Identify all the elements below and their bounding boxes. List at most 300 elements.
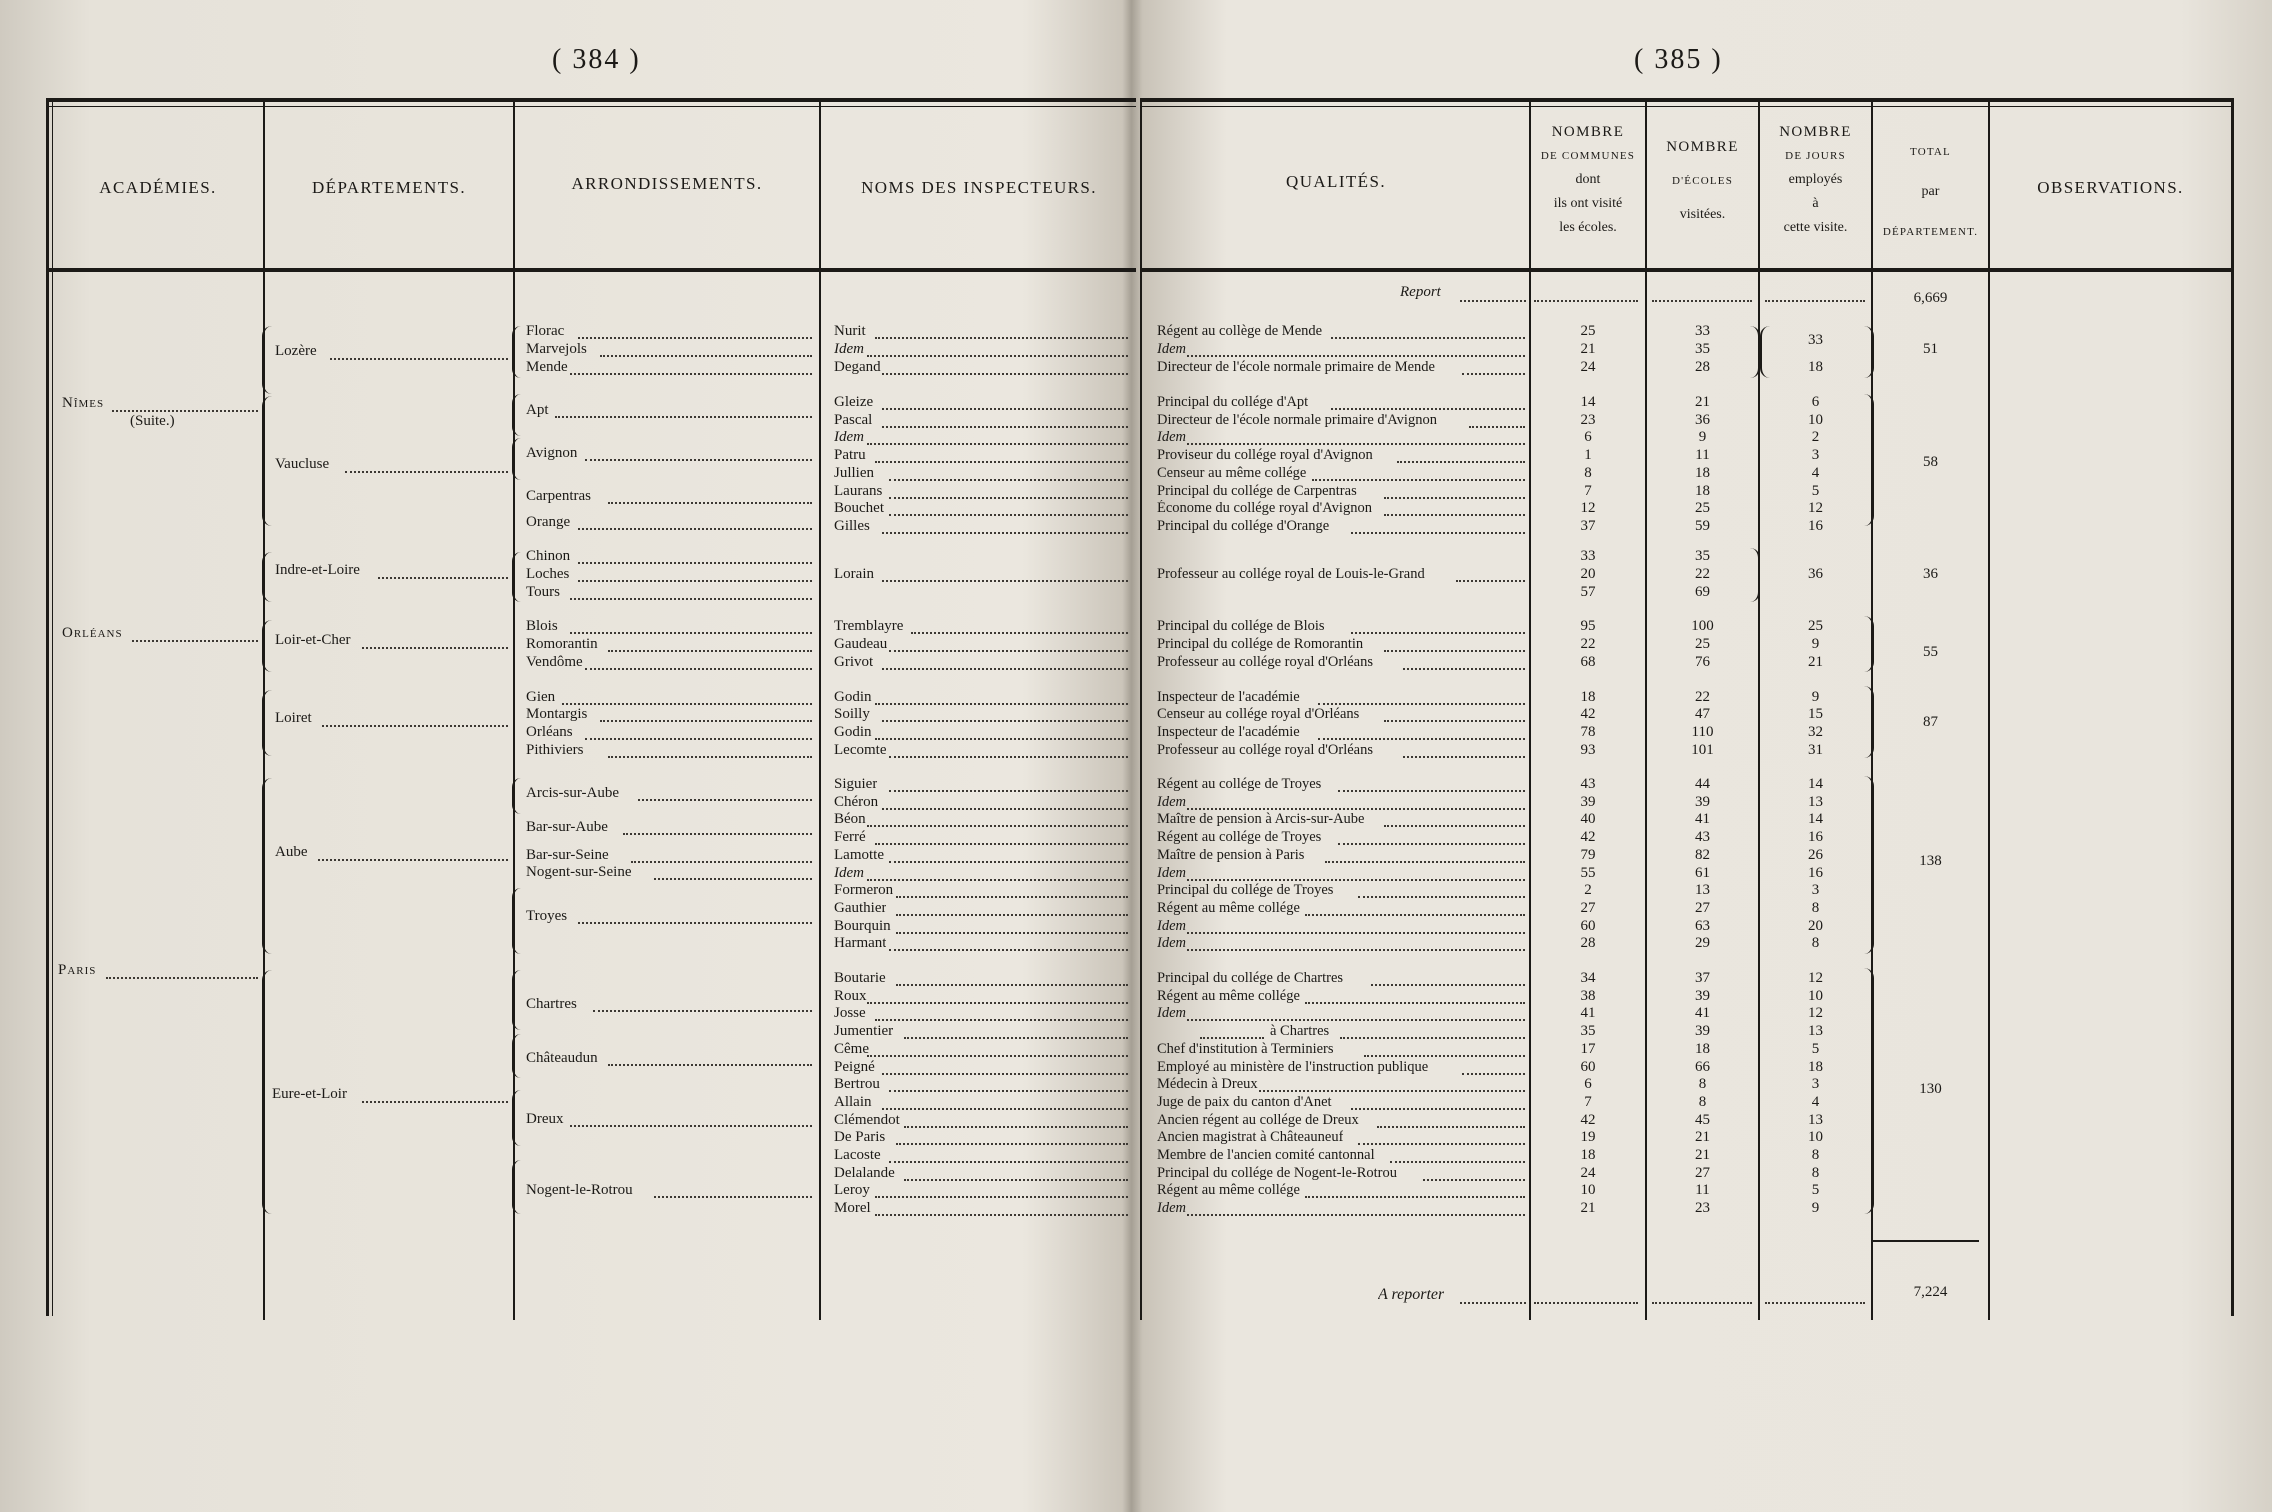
qualite-text: Principal du collége d'Apt bbox=[1157, 394, 1309, 410]
inspecteur-leader bbox=[875, 1019, 1129, 1021]
ecoles-value: 39 bbox=[1695, 987, 1710, 1004]
inspecteur-leader bbox=[882, 1108, 1128, 1110]
communes-value: 79 bbox=[1580, 846, 1596, 863]
ecoles-value: 18 bbox=[1695, 1040, 1710, 1057]
qualite-leader bbox=[1456, 580, 1525, 582]
ecoles-value: 43 bbox=[1695, 829, 1710, 846]
inspecteur-name: Idem bbox=[834, 864, 864, 881]
qualite-leader bbox=[1358, 896, 1526, 898]
qualite-leader bbox=[1312, 479, 1525, 481]
inspecteur-leader bbox=[875, 703, 1129, 705]
brace-lozere bbox=[262, 326, 272, 394]
ecoles-value: 47 bbox=[1695, 706, 1710, 722]
qualite-text: Principal du collége de Romorantin bbox=[1157, 636, 1364, 652]
qualite-leader bbox=[1397, 461, 1525, 463]
arr-troyes: Troyes bbox=[526, 908, 568, 924]
jours-value: 16 bbox=[1808, 864, 1823, 881]
dept-indre-et-loire: Indre-et-Loire bbox=[275, 562, 360, 578]
qualite-leader bbox=[1384, 514, 1525, 516]
inspecteur-leader bbox=[875, 843, 1129, 845]
jours-value: 3 bbox=[1811, 1076, 1820, 1093]
report-leader-4 bbox=[1765, 300, 1865, 302]
ecoles-value: 23 bbox=[1695, 1200, 1710, 1217]
academy-paris-leader bbox=[106, 977, 258, 979]
inspecteur-leader bbox=[896, 896, 1128, 898]
inspecteur-leader bbox=[875, 461, 1129, 463]
inspecteur-leader bbox=[882, 720, 1128, 722]
qualite-leader bbox=[1305, 914, 1525, 916]
jours-value: 5 bbox=[1811, 482, 1820, 499]
qualite-text: Idem bbox=[1157, 1200, 1186, 1217]
dept-leader bbox=[322, 725, 508, 727]
arr-leader bbox=[570, 598, 812, 600]
communes-value: 95 bbox=[1580, 618, 1596, 634]
qualite-text: Idem bbox=[1157, 429, 1186, 446]
qualite-text: Ancien magistrat à Châteauneuf bbox=[1157, 1129, 1344, 1146]
jours-value: 14 bbox=[1808, 811, 1823, 828]
inspecteur-name: Grivot bbox=[834, 654, 874, 670]
inspecteur-leader bbox=[875, 1214, 1129, 1216]
ecoles-value: 44 bbox=[1695, 776, 1710, 792]
ecoles-value: 8 bbox=[1698, 1076, 1707, 1093]
jours-value: 4 bbox=[1811, 1093, 1820, 1110]
jours-value: 8 bbox=[1811, 899, 1820, 916]
jours-value: 3 bbox=[1811, 447, 1820, 464]
qualite-text: Régent au même collége bbox=[1157, 1182, 1300, 1199]
arr-montargis: Montargis bbox=[526, 706, 588, 722]
arr-leader bbox=[654, 878, 812, 880]
ecoles-value: 36 bbox=[1695, 411, 1710, 428]
arr-avignon: Avignon bbox=[526, 445, 578, 461]
arr-leader bbox=[570, 632, 812, 634]
ecoles-value: 28 bbox=[1695, 359, 1710, 375]
qualite-text: Directeur de l'école normale primaire d'Avignon bbox=[1157, 411, 1437, 428]
arr-leader bbox=[593, 1010, 812, 1012]
ecoles-value: 76 bbox=[1695, 654, 1710, 670]
inspecteur-leader bbox=[896, 914, 1128, 916]
right-header-rule bbox=[1140, 268, 2234, 272]
left-outer-rule-thin bbox=[52, 98, 53, 1316]
arr-vendome: Vendôme bbox=[526, 654, 583, 670]
page-number-left: ( 384 ) bbox=[552, 44, 641, 75]
ecoles-value: 25 bbox=[1695, 500, 1710, 517]
arr-mende: Mende bbox=[526, 359, 568, 375]
qualite-text: Régent au collège de Mende bbox=[1157, 323, 1323, 339]
total-sum-rule bbox=[1873, 1240, 1979, 1242]
qualite-text: Censeur au collége royal d'Orléans bbox=[1157, 706, 1360, 722]
qualite-text: Professeur au collége royal d'Orléans bbox=[1157, 742, 1374, 758]
jours-value: 31 bbox=[1808, 742, 1823, 758]
page-number-right: ( 385 ) bbox=[1634, 44, 1723, 75]
qualite-leader bbox=[1331, 408, 1525, 410]
qualite-text: Juge de paix du canton d'Anet bbox=[1157, 1093, 1332, 1110]
inspecteur-leader bbox=[889, 1161, 1128, 1163]
a-reporter-leader bbox=[1460, 1302, 1526, 1304]
inspecteur-leader bbox=[889, 949, 1128, 951]
right-top-rule bbox=[1140, 98, 2234, 102]
arr-florac: Florac bbox=[526, 323, 565, 339]
inspecteur-leader bbox=[867, 825, 1128, 827]
arr-chateaudun: Châteaudun bbox=[526, 1050, 598, 1066]
brace-vaucluse bbox=[262, 396, 272, 526]
communes-value: 1 bbox=[1584, 447, 1592, 464]
communes-value: 25 bbox=[1580, 323, 1596, 339]
qualite-text: Principal du collége de Troyes bbox=[1157, 882, 1334, 899]
qualite-text: Directeur de l'école normale primaire de Mende bbox=[1157, 359, 1435, 375]
qualite-leader bbox=[1331, 337, 1525, 339]
arr-leader bbox=[600, 355, 812, 357]
inspecteur-leader bbox=[867, 443, 1128, 445]
ecoles-value: 33 bbox=[1695, 323, 1710, 339]
inspecteur-name: Patru bbox=[834, 447, 866, 464]
inspecteur-name: Peigné bbox=[834, 1058, 875, 1075]
jours-value: 15 bbox=[1808, 706, 1823, 722]
inspecteur-name: Leroy bbox=[834, 1182, 870, 1199]
inspecteur-leader bbox=[896, 932, 1128, 934]
jours-value: 3 bbox=[1811, 882, 1820, 899]
header-academies: ACADÉMIES. bbox=[99, 178, 217, 197]
right-gutter-rule bbox=[1140, 98, 1142, 1320]
communes-value: 34 bbox=[1580, 970, 1596, 986]
report-leader-2 bbox=[1534, 300, 1638, 302]
inspecteur-leader bbox=[882, 408, 1128, 410]
jours-value: 5 bbox=[1811, 1040, 1820, 1057]
communes-value: 2 bbox=[1584, 882, 1592, 899]
dept-leader bbox=[378, 577, 508, 579]
jours-value: 14 bbox=[1808, 776, 1823, 792]
qualite-leader bbox=[1187, 1019, 1525, 1021]
communes-value: 60 bbox=[1580, 1058, 1596, 1075]
arr-dreux: Dreux bbox=[526, 1111, 564, 1127]
inspecteur-name: Pascal bbox=[834, 411, 873, 428]
brace-total-vaucluse bbox=[1864, 394, 1874, 526]
dept-leader bbox=[330, 358, 508, 360]
inspecteur-leader bbox=[867, 879, 1128, 881]
communes-value: 22 bbox=[1580, 636, 1596, 652]
arr-pithiviers: Pithiviers bbox=[526, 742, 584, 758]
communes-value: 38 bbox=[1580, 987, 1596, 1004]
qualite-leader bbox=[1384, 497, 1525, 499]
qualite-leader bbox=[1351, 1108, 1525, 1110]
jours-value: 9 bbox=[1811, 636, 1820, 652]
qualite-text: Maître de pension à Arcis-sur-Aube bbox=[1157, 811, 1365, 828]
qualite-leader bbox=[1338, 843, 1525, 845]
inspecteur-leader bbox=[875, 1196, 1129, 1198]
arr-nogent-le-rotrou: Nogent-le-Rotrou bbox=[526, 1182, 633, 1198]
academy-nimes-leader bbox=[112, 410, 258, 412]
qualite-text: Idem bbox=[1157, 793, 1186, 810]
ecoles-value: 22 bbox=[1695, 689, 1710, 705]
jours-value: 13 bbox=[1808, 1023, 1823, 1040]
col-rule-3 bbox=[819, 98, 821, 1320]
header-observations: OBSERVATIONS. bbox=[2037, 178, 2184, 197]
report-value: 6,669 bbox=[1913, 290, 1948, 306]
arr-leader bbox=[631, 861, 812, 863]
communes-value: 23 bbox=[1580, 411, 1596, 428]
arr-leader bbox=[608, 1064, 812, 1066]
dept-leader bbox=[362, 647, 508, 649]
brace-arr-arcis bbox=[512, 778, 521, 814]
arr-leader bbox=[608, 502, 812, 504]
ecoles-value: 13 bbox=[1695, 882, 1710, 899]
arr-leader bbox=[578, 922, 812, 924]
qualite-text: Censeur au même collége bbox=[1157, 464, 1307, 481]
qualite-text: Principal du collége de Blois bbox=[1157, 618, 1325, 634]
jours-value: 12 bbox=[1808, 500, 1823, 517]
communes-value: 42 bbox=[1580, 706, 1596, 722]
header-inspecteurs: NOMS DES INSPECTEURS. bbox=[861, 178, 1097, 197]
qualite-text: à Chartres bbox=[1270, 1023, 1330, 1040]
arr-leader bbox=[578, 528, 812, 530]
communes-value: 14 bbox=[1580, 394, 1596, 410]
inspecteur-leader bbox=[889, 497, 1128, 499]
total-lozere: 51 bbox=[1923, 341, 1938, 357]
brace-indre-et-loire bbox=[262, 552, 272, 602]
arr-leader bbox=[578, 580, 812, 582]
brace-arr-indre bbox=[512, 552, 521, 602]
communes-value: 27 bbox=[1580, 899, 1596, 916]
dept-vaucluse: Vaucluse bbox=[275, 456, 330, 472]
ecoles-value: 11 bbox=[1695, 1182, 1710, 1199]
ecoles-value: 63 bbox=[1695, 917, 1710, 934]
arr-leader bbox=[585, 738, 812, 740]
jours-lozere-2: 18 bbox=[1808, 359, 1823, 375]
inspecteur-name: Lecomte bbox=[834, 742, 887, 758]
ecoles-value: 8 bbox=[1698, 1093, 1707, 1110]
inspecteur-name: Delalande bbox=[834, 1164, 895, 1181]
inspecteur-leader bbox=[875, 337, 1129, 339]
inspecteur-name: Harmant bbox=[834, 935, 887, 952]
qualite-leader bbox=[1384, 720, 1525, 722]
jours-value: 9 bbox=[1811, 1200, 1820, 1217]
brace-arr-lozere bbox=[512, 326, 521, 378]
qualite-text: Maître de pension à Paris bbox=[1157, 846, 1305, 863]
jours-lozere-1: 33 bbox=[1808, 332, 1823, 348]
inspecteur-leader bbox=[882, 668, 1128, 670]
communes-value: 21 bbox=[1580, 1200, 1596, 1217]
arr-leader bbox=[578, 562, 812, 564]
left-top-rule-thin bbox=[46, 106, 1136, 107]
communes-value: 37 bbox=[1580, 517, 1596, 534]
brace-arr-dreux bbox=[512, 1090, 521, 1146]
arr-bar-sur-aube: Bar-sur-Aube bbox=[526, 819, 608, 835]
col-rule-8 bbox=[1988, 98, 1990, 1320]
academy-orleans: Orléans bbox=[62, 625, 123, 641]
inspecteur-leader bbox=[867, 1002, 1128, 1004]
inspecteur-leader bbox=[882, 426, 1128, 428]
inspecteur-name: Bourquin bbox=[834, 917, 891, 934]
ecoles-value: 35 bbox=[1695, 548, 1710, 564]
jours-value: 2 bbox=[1811, 429, 1820, 446]
qualite-text: Idem bbox=[1157, 935, 1186, 952]
jours-value: 9 bbox=[1811, 689, 1820, 705]
qualite-leader bbox=[1384, 825, 1525, 827]
ecoles-value: 45 bbox=[1695, 1111, 1710, 1128]
communes-value: 12 bbox=[1580, 500, 1596, 517]
communes-value: 60 bbox=[1580, 917, 1596, 934]
qualite-leader bbox=[1187, 808, 1525, 810]
jours-value: 8 bbox=[1811, 935, 1820, 952]
ecoles-value: 82 bbox=[1695, 846, 1710, 863]
ecoles-value: 41 bbox=[1695, 1005, 1710, 1022]
report-label: Report bbox=[1400, 284, 1441, 300]
inspecteur-name: Bertrou bbox=[834, 1076, 880, 1093]
dept-lozere: Lozère bbox=[275, 343, 317, 359]
brace-ecoles-lozere bbox=[1750, 326, 1760, 378]
left-top-rule bbox=[46, 98, 1136, 102]
right-outer-rule bbox=[2231, 98, 2234, 1316]
arr-apt: Apt bbox=[526, 402, 549, 418]
qualite-leader bbox=[1358, 1143, 1526, 1145]
header-qualites: QUALITÉS. bbox=[1286, 172, 1386, 191]
communes-value: 40 bbox=[1580, 811, 1596, 828]
header-departements: DÉPARTEMENTS. bbox=[312, 178, 466, 197]
inspecteur-name: Formeron bbox=[834, 882, 894, 899]
brace-loiret bbox=[262, 690, 272, 756]
jours-value: 5 bbox=[1811, 1182, 1820, 1199]
ecoles-value: 21 bbox=[1695, 1147, 1710, 1163]
arr-leader bbox=[600, 720, 812, 722]
ecoles-value: 18 bbox=[1695, 482, 1710, 499]
inspecteur-name: Laurans bbox=[834, 482, 883, 499]
inspecteur-leader bbox=[882, 808, 1128, 810]
right-top-rule-thin bbox=[1140, 106, 2234, 107]
total-vaucluse: 58 bbox=[1923, 454, 1938, 470]
arr-chinon: Chinon bbox=[526, 548, 571, 564]
total-aube: 138 bbox=[1919, 853, 1942, 869]
inspecteur-leader bbox=[889, 1090, 1128, 1092]
academy-orleans-leader bbox=[132, 640, 258, 642]
jours-value: 20 bbox=[1808, 917, 1823, 934]
ecoles-value: 25 bbox=[1695, 636, 1710, 652]
jours-value: 13 bbox=[1808, 1111, 1823, 1128]
qualite-leader bbox=[1384, 650, 1525, 652]
ecoles-value: 101 bbox=[1691, 742, 1714, 758]
qualite-leader bbox=[1259, 1090, 1525, 1092]
communes-value: 93 bbox=[1580, 742, 1596, 758]
brace-arr-nogent bbox=[512, 1160, 521, 1214]
inspecteur-name: Lacoste bbox=[834, 1147, 881, 1163]
a-reporter-leader-4 bbox=[1765, 1302, 1865, 1304]
brace-total-eure-et-loir bbox=[1864, 968, 1874, 1214]
qualite-leader bbox=[1318, 703, 1525, 705]
jours-value: 16 bbox=[1808, 829, 1823, 846]
qualite-text: Inspecteur de l'académie bbox=[1157, 724, 1300, 740]
ecoles-value: 100 bbox=[1691, 618, 1714, 634]
arr-orange: Orange bbox=[526, 514, 571, 530]
header-total: TOTAL par DÉPARTEMENT. bbox=[1882, 146, 1979, 238]
inspecteur-leader bbox=[889, 514, 1128, 516]
inspecteur-name: Morel bbox=[834, 1200, 871, 1217]
inspecteur-name: Lamotte bbox=[834, 846, 884, 863]
a-reporter-leader-3 bbox=[1652, 1302, 1752, 1304]
inspecteur-name: Godin bbox=[834, 724, 872, 740]
qualite-leader bbox=[1371, 984, 1525, 986]
ecoles-value: 21 bbox=[1695, 1129, 1710, 1146]
inspecteur-name: Clémendot bbox=[834, 1111, 900, 1128]
ecoles-value: 69 bbox=[1695, 584, 1710, 600]
qualite-text: Professeur au collége royal d'Orléans bbox=[1157, 654, 1374, 670]
communes-value: 68 bbox=[1580, 654, 1596, 670]
header-communes: NOMBRE DE COMMUNES dont ils ont visité les écoles. bbox=[1540, 124, 1636, 235]
arr-leader bbox=[654, 1196, 812, 1198]
arr-leader bbox=[562, 703, 812, 705]
inspecteur-name: Bouchet bbox=[834, 500, 884, 517]
left-header-rule bbox=[46, 268, 1136, 272]
qualite-leader bbox=[1469, 426, 1525, 428]
inspecteur-leader bbox=[889, 861, 1128, 863]
dept-aube: Aube bbox=[275, 844, 308, 860]
inspecteur-leader bbox=[889, 650, 1128, 652]
communes-value: 19 bbox=[1580, 1129, 1596, 1146]
ecoles-value: 59 bbox=[1695, 517, 1710, 534]
academy-paris: Paris bbox=[58, 962, 97, 978]
arr-chartres: Chartres bbox=[526, 996, 577, 1012]
qualite-leader bbox=[1423, 1179, 1525, 1181]
total-indre-et-loire: 36 bbox=[1923, 566, 1938, 582]
inspecteur-leader bbox=[904, 1179, 1128, 1181]
qualite-text: Employé au ministère de l'instruction publique bbox=[1157, 1058, 1429, 1075]
inspecteur-leader bbox=[882, 580, 1128, 582]
inspecteur-leader bbox=[867, 355, 1128, 357]
communes-value: 43 bbox=[1580, 776, 1596, 792]
dept-loiret: Loiret bbox=[275, 710, 312, 726]
header-ecoles: NOMBRE D'ÉCOLES visitées. bbox=[1666, 139, 1739, 222]
ecoles-value: 27 bbox=[1695, 899, 1710, 916]
qualite-text: Inspecteur de l'académie bbox=[1157, 689, 1300, 705]
inspecteur-leader bbox=[867, 1055, 1128, 1057]
brace-arr-chateaudun bbox=[512, 1034, 521, 1078]
qualite-text: Principal du collége de Nogent-le-Rotrou bbox=[1157, 1164, 1397, 1181]
inspecteur-leader bbox=[904, 1126, 1128, 1128]
arr-leader bbox=[608, 650, 812, 652]
inspecteur-leader bbox=[882, 1073, 1128, 1075]
qualite-leader bbox=[1305, 1196, 1525, 1198]
qualite-text: Idem bbox=[1157, 864, 1186, 881]
communes-value: 33 bbox=[1580, 548, 1596, 564]
qualite-text: Régent au collége de Troyes bbox=[1157, 776, 1322, 792]
jours-value: 6 bbox=[1811, 394, 1820, 410]
qualite-text: Idem bbox=[1157, 341, 1186, 357]
inspecteur-name: Idem bbox=[834, 429, 864, 446]
dept-leader bbox=[318, 859, 508, 861]
arr-gien: Gien bbox=[526, 689, 556, 705]
ecoles-value: 27 bbox=[1695, 1164, 1710, 1181]
communes-value: 24 bbox=[1580, 359, 1596, 375]
total-eure-et-loir: 130 bbox=[1919, 1081, 1942, 1097]
report-leader bbox=[1460, 300, 1526, 302]
inspecteur-name: Siguier bbox=[834, 776, 878, 792]
jours-value: 10 bbox=[1808, 987, 1823, 1004]
jours-value: 25 bbox=[1808, 618, 1823, 634]
inspecteur-leader bbox=[882, 373, 1128, 375]
qualite-leader bbox=[1340, 1037, 1526, 1039]
qualite-text: Principal du collége de Carpentras bbox=[1157, 482, 1357, 499]
ecoles-value: 9 bbox=[1698, 429, 1707, 446]
inspecteur-name: Godin bbox=[834, 689, 872, 705]
left-outer-rule bbox=[46, 98, 49, 1316]
inspecteur-leader bbox=[896, 1143, 1128, 1145]
jours-value: 18 bbox=[1808, 1058, 1823, 1075]
communes-value: 18 bbox=[1580, 689, 1596, 705]
jours-value: 8 bbox=[1811, 1147, 1820, 1163]
ecoles-value: 29 bbox=[1695, 935, 1710, 952]
jours-value: 21 bbox=[1808, 654, 1823, 670]
ecoles-value: 21 bbox=[1695, 394, 1710, 410]
communes-value: 21 bbox=[1580, 341, 1596, 357]
communes-value: 78 bbox=[1580, 724, 1596, 740]
dept-loir-et-cher: Loir-et-Cher bbox=[275, 632, 351, 648]
